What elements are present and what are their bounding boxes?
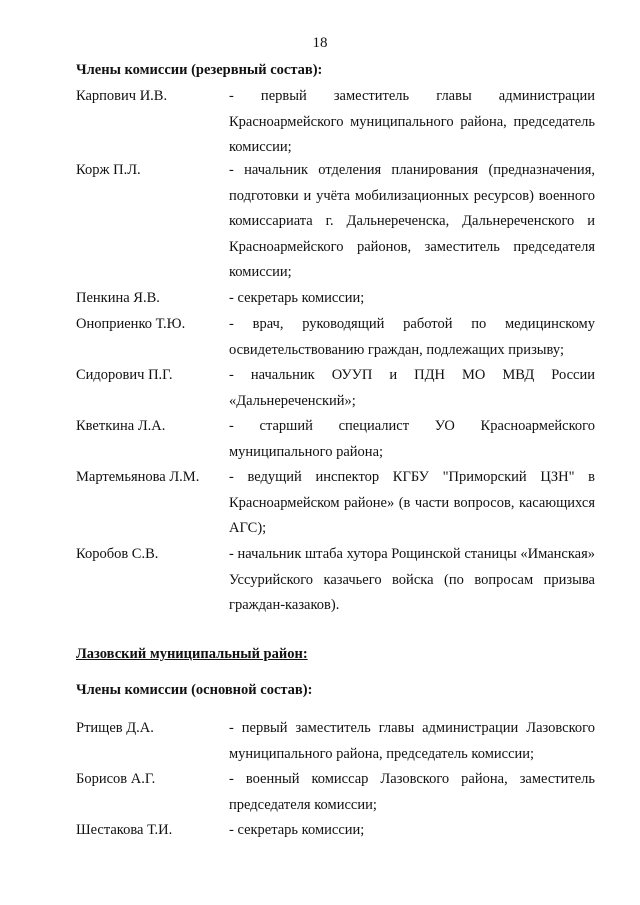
member-name: Оноприенко Т.Ю. [76,316,186,332]
member-role: - военный комиссар Лазовского района, заместитель председателя комиссии; [229,771,595,813]
member-name: Борисов А.Г. [76,771,156,787]
member-role: - начальник ОУУП и ПДН МО МВД России «Дальнереченский»; [229,367,595,409]
reserve-composition-heading: Члены комиссии (резервный состав): [76,62,323,78]
member-name: Корж П.Л. [76,162,141,178]
member-role: - первый заместитель главы администрации Лазовского муниципального района, председатель комиссии; [229,720,595,762]
member-name: Сидорович П.Г. [76,367,173,383]
member-role: - старший специалист УО Красноармейского муниципального района; [229,418,595,460]
member-name: Коробов С.В. [76,546,159,562]
member-name: Мартемьянова Л.М. [76,469,200,485]
member-name: Шестакова Т.И. [76,822,173,838]
member-role: - врач, руководящий работой по медицинскому освидетельствованию граждан, подлежащих призыву; [229,316,595,358]
member-name: Пенкина Я.В. [76,290,160,306]
member-name: Карпович И.В. [76,88,168,104]
page-number: 18 [312,35,328,51]
member-role: - секретарь комиссии; [229,822,365,838]
member-role: - первый заместитель главы администрации Красноармейского муниципального района, председатель комиссии; [229,88,595,155]
main-composition-heading: Члены комиссии (основной состав): [76,682,313,698]
member-role: - секретарь комиссии; [229,290,365,306]
member-name: Кветкина Л.А. [76,418,166,434]
member-name: Ртищев Д.А. [76,720,154,736]
member-role: - ведущий инспектор КГБУ "Приморский ЦЗН" в Красноармейском районе» (в части вопросов, касающихся АГС); [229,469,595,536]
member-role: - начальник штаба хутора Рощинской станицы «Иманская» Уссурийского казачьего войска (по вопросам призыва граждан-казаков). [229,546,595,613]
member-role: - начальник отделения планирования (предназначения, подготовки и учёта мобилизационных ресурсов) военного комиссариата г. Дальнереченска, Дальнереченского и Красноармейского районов, заместитель председателя комиссии; [229,162,595,280]
district-heading: Лазовский муниципальный район: [76,646,308,662]
